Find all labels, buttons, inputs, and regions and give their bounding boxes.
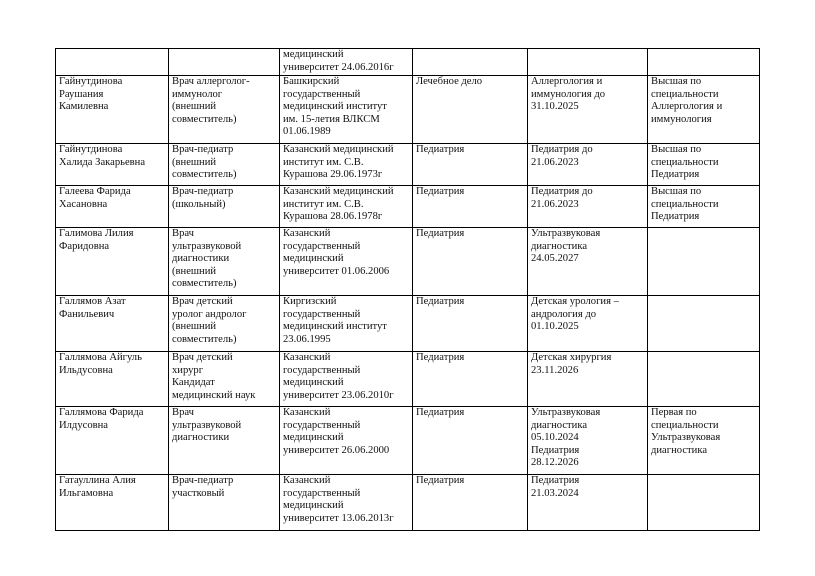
cell-text-line: 01.10.2025: [531, 321, 579, 333]
specialty-cell: [413, 144, 528, 186]
cell-text-line: Галлямов Азат: [59, 296, 126, 307]
cell-text-line: Педиатрия до: [531, 144, 593, 155]
cell-text-line: Курашова 29.06.1973г: [283, 169, 383, 181]
table-row: [56, 186, 760, 228]
cell-text-line: 28.12.2026: [531, 457, 579, 469]
cell-text-line: 23.11.2026: [531, 364, 579, 376]
certificate-cell: [528, 296, 648, 352]
certificate-cell: [528, 186, 648, 228]
cell-text-line: андрология до: [531, 308, 597, 320]
certificate-cell: [528, 475, 648, 531]
table-row: [56, 475, 760, 531]
cell-text-line: Высшая по: [651, 76, 702, 87]
cell-text-line: институт им. С.В.: [283, 156, 364, 168]
table-row: [56, 49, 760, 76]
cell-text-line: (внешний: [172, 156, 217, 168]
employee-name-cell: [56, 186, 169, 228]
cell-text-line: совместитель): [172, 169, 237, 181]
specialty-cell: [413, 228, 528, 296]
specialty-cell: [413, 475, 528, 531]
staff-table: [55, 48, 760, 531]
table-row: [56, 296, 760, 352]
cell-text-line: Первая по: [651, 407, 697, 418]
employee-name-cell: [56, 144, 169, 186]
employee-name-cell: [56, 296, 169, 352]
specialty-cell: [413, 49, 528, 76]
cell-text-line: Ультразвуковая: [531, 228, 601, 239]
cell-text-line: Педиатрия: [531, 475, 580, 486]
cell-text-line: Казанский: [283, 352, 331, 363]
education-cell: [280, 352, 413, 407]
qualification-category-cell: [648, 228, 760, 296]
cell-text-line: Илдусовна: [59, 419, 108, 431]
position-cell: [169, 186, 280, 228]
cell-text-line: 23.06.1995: [283, 333, 331, 345]
cell-text-line: хирург: [172, 364, 204, 376]
cell-text-line: участковый: [172, 487, 225, 499]
position-cell: [169, 228, 280, 296]
cell-text-line: Педиатрия: [416, 475, 465, 486]
qualification-category-cell: [648, 407, 760, 475]
cell-text-line: Аллергология и: [651, 101, 723, 113]
cell-text-line: Галлямова Айгуль: [59, 352, 142, 363]
cell-text-line: Аллергология и: [531, 76, 603, 87]
cell-text-line: Фаридовна: [59, 240, 110, 252]
cell-text-line: Педиатрия: [416, 228, 465, 239]
specialty-cell: [413, 296, 528, 352]
cell-text-line: Галеева Фарида: [59, 186, 131, 197]
cell-text-line: медицинский: [283, 432, 344, 444]
cell-text-line: государственный: [283, 240, 361, 252]
cell-text-line: университет 23.06.2010г: [283, 389, 394, 401]
table-row: [56, 76, 760, 144]
cell-text-line: (школьный): [172, 198, 226, 210]
cell-text-line: 05.10.2024: [531, 432, 579, 444]
employee-name-cell: [56, 475, 169, 531]
qualification-category-cell: [648, 352, 760, 407]
cell-text-line: медицинский: [283, 49, 344, 60]
position-cell: [169, 49, 280, 76]
education-cell: [280, 144, 413, 186]
certificate-cell: [528, 228, 648, 296]
cell-text-line: Детская урология –: [531, 296, 619, 307]
cell-text-line: им. 15-летия ВЛКСМ: [283, 113, 380, 125]
cell-text-line: 01.06.1989: [283, 126, 331, 138]
cell-text-line: Педиатрия: [416, 407, 465, 418]
certificate-cell: [528, 407, 648, 475]
employee-name-cell: [56, 49, 169, 76]
cell-text-line: Высшая по: [651, 186, 702, 197]
certificate-cell: [528, 76, 648, 144]
cell-text-line: Гатауллина Алия: [59, 475, 136, 486]
cell-text-line: университет 01.06.2006: [283, 265, 390, 277]
cell-text-line: Педиатрия: [651, 169, 700, 181]
cell-text-line: государственный: [283, 364, 361, 376]
cell-text-line: диагностика: [531, 419, 588, 431]
cell-text-line: Врач детский: [172, 296, 233, 307]
specialty-cell: [413, 352, 528, 407]
cell-text-line: диагностики: [172, 432, 230, 444]
cell-text-line: совместитель): [172, 278, 237, 290]
cell-text-line: медицинский: [283, 253, 344, 265]
cell-text-line: специальности: [651, 419, 719, 431]
cell-text-line: университет 26.06.2000: [283, 444, 390, 456]
qualification-category-cell: [648, 186, 760, 228]
cell-text-line: Ультразвуковая: [531, 407, 601, 418]
cell-text-line: Лечебное дело: [416, 76, 483, 87]
cell-text-line: Гайнутдинова: [59, 144, 123, 155]
certificate-cell: [528, 49, 648, 76]
cell-text-line: ультразвуковой: [172, 419, 242, 431]
cell-text-line: Врач: [172, 228, 194, 239]
qualification-category-cell: [648, 475, 760, 531]
position-cell: [169, 407, 280, 475]
cell-text-line: специальности: [651, 156, 719, 168]
education-cell: [280, 407, 413, 475]
cell-text-line: 21.06.2023: [531, 198, 579, 210]
cell-text-line: 31.10.2025: [531, 101, 579, 113]
cell-text-line: университет 24.06.2016г: [283, 61, 394, 73]
cell-text-line: Врач детский: [172, 352, 233, 363]
cell-text-line: Кандидат: [172, 377, 215, 389]
cell-text-line: Педиатрия: [416, 296, 465, 307]
cell-text-line: Казанский: [283, 228, 331, 239]
cell-text-line: иммунология до: [531, 88, 606, 100]
cell-text-line: медицинский наук: [172, 389, 256, 401]
cell-text-line: Хасановна: [59, 198, 108, 210]
position-cell: [169, 352, 280, 407]
qualification-category-cell: [648, 296, 760, 352]
cell-text-line: Педиатрия: [651, 211, 700, 223]
employee-name-cell: [56, 76, 169, 144]
cell-text-line: ультразвуковой: [172, 240, 242, 252]
cell-text-line: Раушания: [59, 88, 104, 100]
cell-text-line: Врач-педиатр: [172, 186, 234, 197]
cell-text-line: институт им. С.В.: [283, 198, 364, 210]
employee-name-cell: [56, 352, 169, 407]
qualification-category-cell: [648, 49, 760, 76]
cell-text-line: Педиатрия: [416, 352, 465, 363]
cell-text-line: Галимова Лилия: [59, 228, 134, 239]
education-cell: [280, 296, 413, 352]
certificate-cell: [528, 352, 648, 407]
cell-text-line: Казанский медицинский: [283, 144, 394, 155]
cell-text-line: 24.05.2027: [531, 253, 579, 265]
cell-text-line: диагностика: [651, 444, 708, 456]
cell-text-line: Курашова 28.06.1978г: [283, 211, 383, 223]
staff-table-body: [56, 49, 760, 531]
cell-text-line: Ильгамовна: [59, 487, 114, 499]
cell-text-line: совместитель): [172, 113, 237, 125]
table-row: [56, 228, 760, 296]
position-cell: [169, 296, 280, 352]
qualification-category-cell: [648, 144, 760, 186]
cell-text-line: Педиатрия: [416, 144, 465, 155]
cell-text-line: Педиатрия: [531, 444, 580, 456]
cell-text-line: 21.03.2024: [531, 487, 579, 499]
cell-text-line: медицинский институт: [283, 101, 387, 113]
cell-text-line: специальности: [651, 88, 719, 100]
position-cell: [169, 76, 280, 144]
position-cell: [169, 144, 280, 186]
education-cell: [280, 49, 413, 76]
qualification-category-cell: [648, 76, 760, 144]
cell-text-line: медицинский: [283, 500, 344, 512]
cell-text-line: Врач-педиатр: [172, 475, 234, 486]
cell-text-line: медицинский институт: [283, 321, 387, 333]
position-cell: [169, 475, 280, 531]
cell-text-line: диагностики: [172, 253, 230, 265]
cell-text-line: Врач-педиатр: [172, 144, 234, 155]
cell-text-line: Гайнутдинова: [59, 76, 123, 87]
cell-text-line: Казанский: [283, 407, 331, 418]
specialty-cell: [413, 76, 528, 144]
cell-text-line: 21.06.2023: [531, 156, 579, 168]
table-row: [56, 407, 760, 475]
cell-text-line: Халида Закарьевна: [59, 156, 146, 168]
cell-text-line: Детская хирургия: [531, 352, 612, 363]
cell-text-line: Врач: [172, 407, 194, 418]
cell-text-line: Фанильевич: [59, 308, 115, 320]
specialty-cell: [413, 407, 528, 475]
cell-text-line: иммунология: [651, 113, 712, 125]
education-cell: [280, 76, 413, 144]
cell-text-line: Ультразвуковая: [651, 432, 721, 444]
employee-name-cell: [56, 228, 169, 296]
cell-text-line: медицинский: [283, 377, 344, 389]
cell-text-line: государственный: [283, 88, 361, 100]
cell-text-line: Высшая по: [651, 144, 702, 155]
specialty-cell: [413, 186, 528, 228]
employee-name-cell: [56, 407, 169, 475]
table-row: [56, 144, 760, 186]
cell-text-line: Камилевна: [59, 101, 109, 113]
education-cell: [280, 475, 413, 531]
education-cell: [280, 228, 413, 296]
cell-text-line: Казанский: [283, 475, 331, 486]
cell-text-line: иммунолог: [172, 88, 223, 100]
table-row: [56, 352, 760, 407]
cell-text-line: государственный: [283, 487, 361, 499]
education-cell: [280, 186, 413, 228]
cell-text-line: уролог андролог: [172, 308, 247, 320]
cell-text-line: Педиатрия до: [531, 186, 593, 197]
certificate-cell: [528, 144, 648, 186]
cell-text-line: (внешний: [172, 321, 217, 333]
cell-text-line: совместитель): [172, 333, 237, 345]
cell-text-line: Ильдусовна: [59, 364, 113, 376]
cell-text-line: государственный: [283, 419, 361, 431]
cell-text-line: Киргизский: [283, 296, 337, 307]
cell-text-line: Башкирский: [283, 76, 340, 87]
cell-text-line: университет 13.06.2013г: [283, 512, 394, 524]
cell-text-line: Галлямова Фарида: [59, 407, 144, 418]
cell-text-line: диагностика: [531, 240, 588, 252]
cell-text-line: (внешний: [172, 101, 217, 113]
cell-text-line: Врач аллерголог-: [172, 76, 250, 87]
cell-text-line: государственный: [283, 308, 361, 320]
cell-text-line: (внешний: [172, 265, 217, 277]
cell-text-line: Педиатрия: [416, 186, 465, 197]
cell-text-line: Казанский медицинский: [283, 186, 394, 197]
cell-text-line: специальности: [651, 198, 719, 210]
